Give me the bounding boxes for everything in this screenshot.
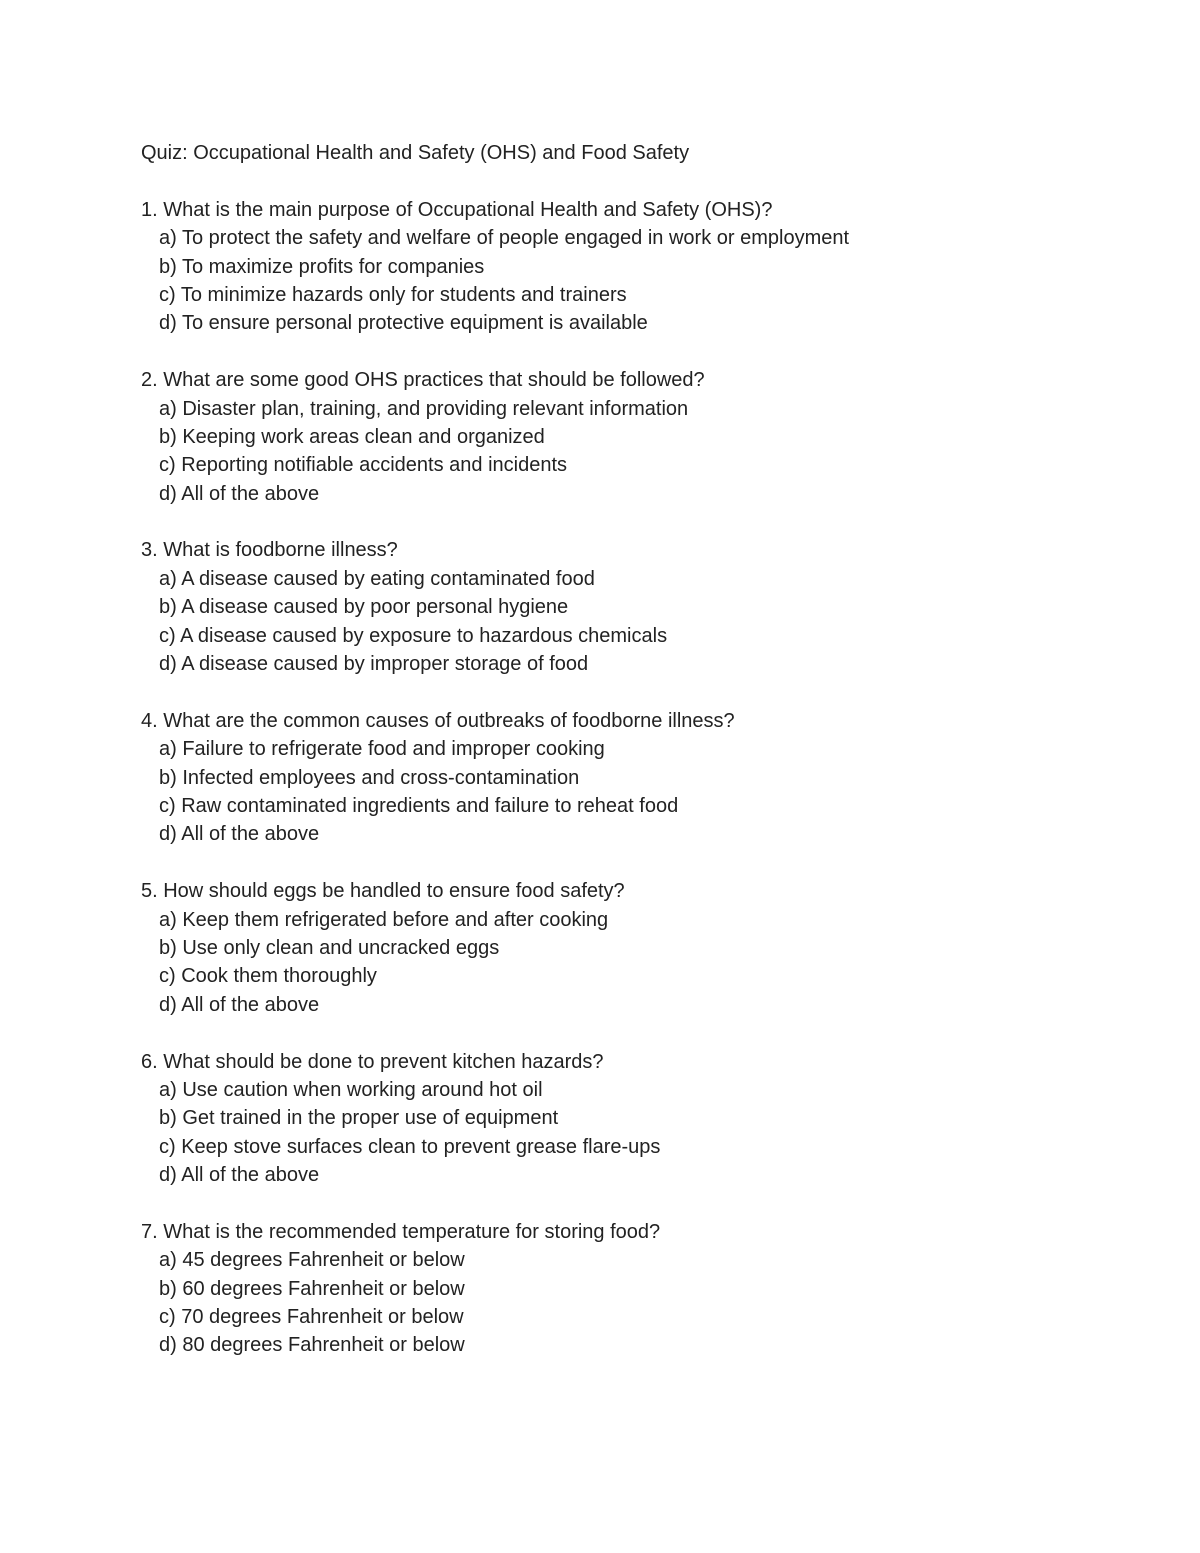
question-text: 7. What is the recommended temperature for storing food?: [141, 1220, 661, 1243]
question-7: [141, 1218, 1141, 1360]
question-text: 4. What are the common causes of outbreaks of foodborne illness?: [141, 709, 735, 732]
answer-option: c) Keep stove surfaces clean to prevent grease flare-ups: [159, 1135, 661, 1158]
question-2: [141, 366, 1141, 508]
answer-option: d) All of the above: [159, 1164, 320, 1187]
answer-option: b) Get trained in the proper use of equipment: [159, 1107, 559, 1130]
answer-option: c) To minimize hazards only for students and trainers: [159, 283, 627, 306]
question-6: [141, 1048, 1141, 1190]
answer-option: b) To maximize profits for companies: [159, 255, 485, 278]
answer-option: a) 45 degrees Fahrenheit or below: [159, 1249, 465, 1272]
question-1: [141, 196, 1141, 338]
answer-option: b) A disease caused by poor personal hygiene: [159, 596, 569, 619]
answer-option: c) Raw contaminated ingredients and failure to reheat food: [159, 794, 679, 817]
answer-option: b) Infected employees and cross-contamination: [159, 766, 580, 789]
answer-option: b) Keeping work areas clean and organized: [159, 425, 545, 448]
question-5: [141, 877, 1141, 1019]
question-4: [141, 707, 1141, 849]
question-text: 5. How should eggs be handled to ensure food safety?: [141, 880, 625, 903]
question-text: 3. What is foodborne illness?: [141, 539, 398, 562]
answer-option: c) 70 degrees Fahrenheit or below: [159, 1306, 464, 1329]
answer-option: d) To ensure personal protective equipment is available: [159, 312, 648, 335]
document-title: Quiz: Occupational Health and Safety (OHS) and Food Safety: [141, 142, 690, 164]
question-text: 2. What are some good OHS practices that should be followed?: [141, 369, 705, 392]
question-3: [141, 536, 1141, 678]
answer-option: a) Failure to refrigerate food and improper cooking: [159, 738, 605, 761]
answer-option: c) Cook them thoroughly: [159, 965, 377, 988]
answer-option: a) A disease caused by eating contaminated food: [159, 567, 595, 590]
answer-option: a) Use caution when working around hot oil: [159, 1078, 543, 1101]
question-text: 1. What is the main purpose of Occupational Health and Safety (OHS)?: [141, 198, 773, 221]
answer-option: c) A disease caused by exposure to hazardous chemicals: [159, 624, 668, 647]
answer-option: a) Keep them refrigerated before and after cooking: [159, 908, 609, 931]
answer-option: d) All of the above: [159, 993, 320, 1016]
answer-option: d) All of the above: [159, 823, 320, 846]
answer-option: c) Reporting notifiable accidents and incidents: [159, 454, 568, 477]
answer-option: b) Use only clean and uncracked eggs: [159, 936, 500, 959]
document-body: [141, 139, 1141, 1388]
question-text: 6. What should be done to prevent kitchen hazards?: [141, 1050, 604, 1073]
answer-option: b) 60 degrees Fahrenheit or below: [159, 1277, 465, 1300]
answer-option: a) Disaster plan, training, and providing relevant information: [159, 397, 689, 420]
answer-option: d) 80 degrees Fahrenheit or below: [159, 1334, 465, 1357]
answer-option: d) All of the above: [159, 482, 320, 505]
answer-option: d) A disease caused by improper storage of food: [159, 653, 589, 676]
answer-option: a) To protect the safety and welfare of people engaged in work or employment: [159, 227, 850, 250]
